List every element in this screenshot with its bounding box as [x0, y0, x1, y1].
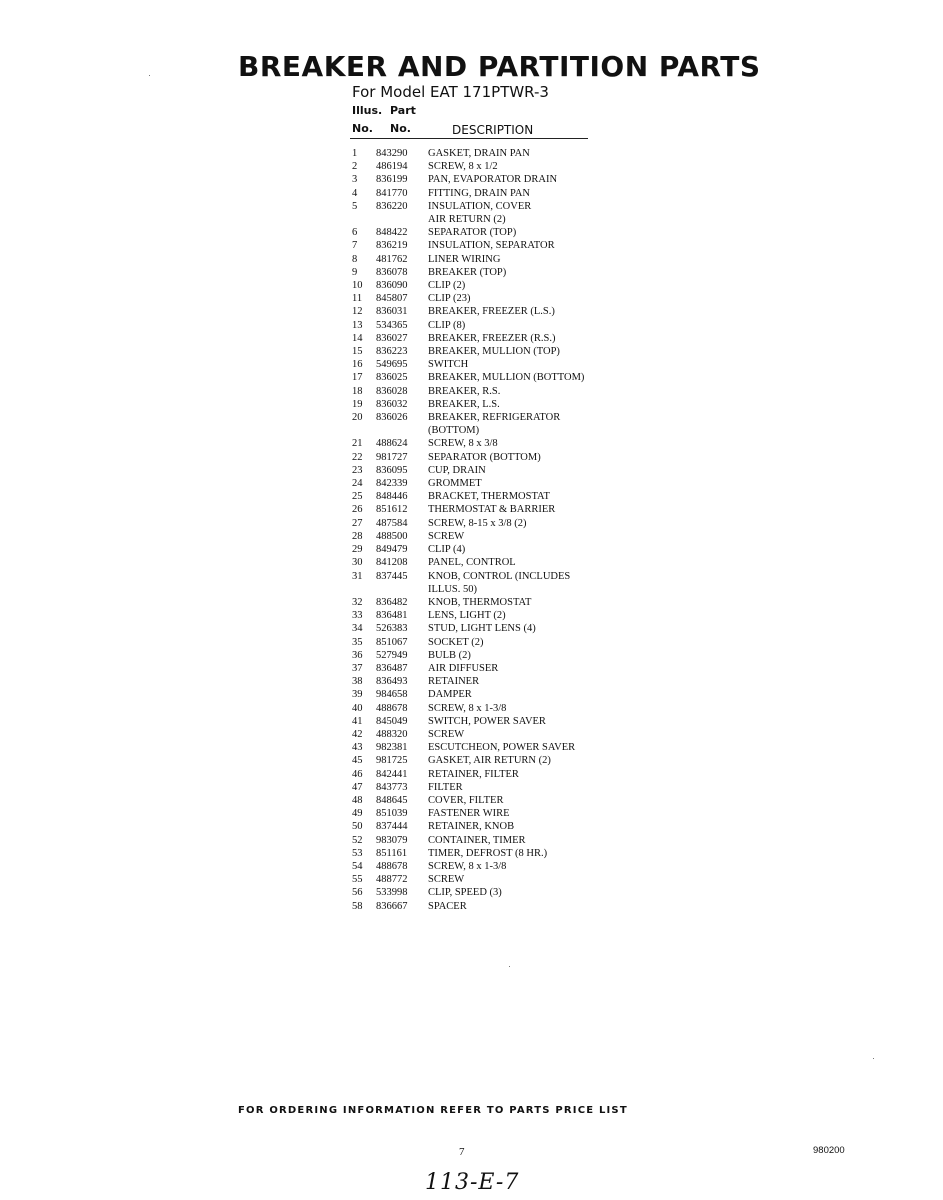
- illus-no-cell: 55: [352, 874, 363, 886]
- part-no-cell: 526383: [376, 623, 408, 635]
- document-code: 980200: [813, 1145, 845, 1156]
- part-no-cell: 851067: [376, 636, 408, 648]
- parts-list: [352, 147, 652, 913]
- illus-no-cell: 48: [352, 794, 363, 806]
- description-cell: BREAKER, R.S.: [428, 385, 501, 397]
- part-no-cell: 845049: [376, 715, 408, 727]
- illus-no-cell: 40: [352, 702, 363, 714]
- description-cell: BREAKER, FREEZER (L.S.): [428, 306, 555, 318]
- part-no-cell: 836078: [376, 266, 408, 278]
- parts-row: [352, 900, 652, 913]
- description-cell: CLIP (2): [428, 280, 466, 292]
- header-divider: [350, 138, 588, 139]
- part-no-cell: 841770: [376, 187, 408, 199]
- parts-row: [352, 583, 652, 596]
- parts-row: [352, 305, 652, 318]
- illus-no-cell: 58: [352, 900, 363, 912]
- description-cell: BREAKER, L.S.: [428, 398, 500, 410]
- illus-no-cell: 15: [352, 346, 363, 358]
- parts-row: [352, 794, 652, 807]
- part-no-cell: 836031: [376, 306, 408, 318]
- illus-no-cell: 12: [352, 306, 363, 318]
- parts-row: [352, 160, 652, 173]
- illus-no-cell: 32: [352, 596, 363, 608]
- description-cell: SEPARATOR (TOP): [428, 227, 517, 239]
- parts-row: [352, 820, 652, 833]
- description-cell: KNOB, CONTROL (INCLUDES: [428, 570, 571, 582]
- parts-row: [352, 715, 652, 728]
- part-no-cell: 549695: [376, 359, 408, 371]
- part-no-cell: 981725: [376, 755, 408, 767]
- parts-row: [352, 226, 652, 239]
- part-no-cell: 836493: [376, 676, 408, 688]
- illus-no-cell: 21: [352, 438, 363, 450]
- parts-row: [352, 279, 652, 292]
- parts-row: [352, 570, 652, 583]
- description-cell: PANEL, CONTROL: [428, 557, 516, 569]
- parts-row: [352, 860, 652, 873]
- header-part-label: Part: [390, 104, 416, 117]
- description-cell: DAMPER: [428, 689, 472, 701]
- parts-row: [352, 873, 652, 886]
- parts-row: [352, 503, 652, 516]
- illus-no-cell: 16: [352, 359, 363, 371]
- part-no-cell: 836032: [376, 398, 408, 410]
- part-no-cell: [376, 213, 428, 226]
- illus-no-cell: [352, 213, 376, 226]
- parts-row: [352, 702, 652, 715]
- illus-no-cell: 30: [352, 557, 363, 569]
- description-cell: CLIP, SPEED (3): [428, 887, 502, 899]
- description-cell: (BOTTOM): [428, 425, 480, 437]
- description-cell: COVER, FILTER: [428, 794, 504, 806]
- part-no-cell: 848446: [376, 491, 408, 503]
- illus-no-cell: 39: [352, 689, 363, 701]
- parts-row: [352, 781, 652, 794]
- parts-row: [352, 609, 652, 622]
- part-no-cell: 836219: [376, 240, 408, 252]
- illus-no-cell: 24: [352, 478, 363, 490]
- description-cell: RETAINER, KNOB: [428, 821, 515, 833]
- part-no-cell: 843290: [376, 148, 408, 159]
- part-no-cell: 527949: [376, 649, 408, 661]
- illus-no-cell: 3: [352, 174, 358, 186]
- parts-row: [352, 596, 652, 609]
- description-cell: FILTER: [428, 781, 463, 793]
- scan-speck: [149, 75, 150, 76]
- part-no-cell: 488500: [376, 530, 408, 542]
- part-no-cell: 984658: [376, 689, 408, 701]
- illus-no-cell: 54: [352, 860, 363, 872]
- description-cell: ILLUS. 50): [428, 583, 477, 595]
- illus-no-cell: 42: [352, 728, 363, 740]
- part-no-cell: [376, 583, 428, 596]
- part-no-cell: 488678: [376, 860, 408, 872]
- description-cell: GROMMET: [428, 478, 482, 490]
- part-no-cell: 836223: [376, 346, 408, 358]
- parts-row: [352, 688, 652, 701]
- parts-row: [352, 345, 652, 358]
- parts-row: [352, 741, 652, 754]
- part-no-cell: 837444: [376, 821, 408, 833]
- description-cell: AIR RETURN (2): [428, 214, 506, 226]
- description-cell: LINER WIRING: [428, 253, 501, 265]
- parts-row: [352, 173, 652, 186]
- part-no-cell: 842339: [376, 478, 408, 490]
- illus-no-cell: 46: [352, 768, 363, 780]
- part-no-cell: 845807: [376, 293, 408, 305]
- model-subtitle: For Model EAT 171PTWR-3: [352, 83, 549, 101]
- part-no-cell: 836667: [376, 900, 408, 912]
- header-part-no-label: No.: [390, 122, 411, 135]
- parts-row: [352, 675, 652, 688]
- part-no-cell: 534365: [376, 319, 408, 331]
- illus-no-cell: 38: [352, 676, 363, 688]
- illus-no-cell: 56: [352, 887, 363, 899]
- parts-row: [352, 213, 652, 226]
- parts-row: [352, 517, 652, 530]
- page-number: 7: [459, 1146, 465, 1158]
- part-no-cell: 841208: [376, 557, 408, 569]
- illus-no-cell: 26: [352, 504, 363, 516]
- illus-no-cell: 52: [352, 834, 363, 846]
- ordering-footer: FOR ORDERING INFORMATION REFER TO PARTS PRICE LIST: [238, 1105, 628, 1116]
- part-no-cell: 836027: [376, 332, 408, 344]
- parts-row: [352, 385, 652, 398]
- illus-no-cell: 6: [352, 227, 358, 239]
- part-no-cell: 842441: [376, 768, 408, 780]
- parts-row: [352, 556, 652, 569]
- parts-row: [352, 147, 652, 160]
- parts-row: [352, 886, 652, 899]
- page-title: BREAKER AND PARTITION PARTS: [238, 50, 761, 83]
- parts-row: [352, 464, 652, 477]
- parts-row: [352, 636, 652, 649]
- part-no-cell: 836025: [376, 372, 408, 384]
- illus-no-cell: 53: [352, 847, 363, 859]
- part-no-cell: 533998: [376, 887, 408, 899]
- description-cell: SCREW, 8 x 1-3/8: [428, 702, 507, 714]
- parts-row: [352, 239, 652, 252]
- description-cell: BREAKER, REFRIGERATOR: [428, 412, 561, 424]
- part-no-cell: 488678: [376, 702, 408, 714]
- part-no-cell: 481762: [376, 253, 408, 265]
- parts-row: [352, 807, 652, 820]
- parts-row: [352, 292, 652, 305]
- description-cell: INSULATION, COVER: [428, 200, 532, 212]
- illus-no-cell: 18: [352, 385, 363, 397]
- description-cell: SCREW: [428, 530, 465, 542]
- description-cell: INSULATION, SEPARATOR: [428, 240, 555, 252]
- illus-no-cell: 13: [352, 319, 363, 331]
- part-no-cell: 982381: [376, 742, 408, 754]
- parts-row: [352, 728, 652, 741]
- description-cell: BREAKER, MULLION (BOTTOM): [428, 372, 585, 384]
- description-cell: SCREW, 8 x 3/8: [428, 438, 498, 450]
- illus-no-cell: 33: [352, 610, 363, 622]
- description-cell: SWITCH: [428, 359, 469, 371]
- header-illus-no-label: No.: [352, 122, 373, 135]
- illus-no-cell: 17: [352, 372, 363, 384]
- illus-no-cell: 14: [352, 332, 363, 344]
- scan-speck: [509, 966, 510, 967]
- description-cell: AIR DIFFUSER: [428, 662, 499, 674]
- part-no-cell: 836090: [376, 280, 408, 292]
- description-cell: BULB (2): [428, 649, 471, 661]
- description-cell: LENS, LIGHT (2): [428, 610, 506, 622]
- parts-row: [352, 424, 652, 437]
- illus-no-cell: 10: [352, 280, 363, 292]
- description-cell: BREAKER, MULLION (TOP): [428, 346, 560, 358]
- part-no-cell: 836482: [376, 596, 408, 608]
- part-no-cell: 836026: [376, 412, 408, 424]
- description-cell: FASTENER WIRE: [428, 808, 510, 820]
- illus-no-cell: 25: [352, 491, 363, 503]
- parts-row: [352, 662, 652, 675]
- description-cell: SCREW: [428, 874, 465, 886]
- description-cell: GASKET, AIR RETURN (2): [428, 755, 551, 767]
- parts-row: [352, 200, 652, 213]
- handwritten-note: 113-E-7: [425, 1170, 520, 1195]
- description-cell: CUP, DRAIN: [428, 464, 486, 476]
- illus-no-cell: [352, 424, 376, 437]
- illus-no-cell: [352, 583, 376, 596]
- parts-row: [352, 319, 652, 332]
- illus-no-cell: 36: [352, 649, 363, 661]
- description-cell: RETAINER: [428, 676, 480, 688]
- description-cell: ESCUTCHEON, POWER SAVER: [428, 742, 576, 754]
- parts-row: [352, 371, 652, 384]
- part-no-cell: 981727: [376, 451, 408, 463]
- illus-no-cell: 27: [352, 517, 363, 529]
- illus-no-cell: 9: [352, 266, 358, 278]
- parts-row: [352, 490, 652, 503]
- part-no-cell: 851039: [376, 808, 408, 820]
- illus-no-cell: 2: [352, 161, 358, 173]
- description-cell: SCREW, 8-15 x 3/8 (2): [428, 517, 527, 529]
- illus-no-cell: 8: [352, 253, 358, 265]
- parts-row: [352, 411, 652, 424]
- part-no-cell: 488624: [376, 438, 408, 450]
- parts-row: [352, 649, 652, 662]
- parts-row: [352, 768, 652, 781]
- part-no-cell: 843773: [376, 781, 408, 793]
- part-no-cell: 848645: [376, 794, 408, 806]
- parts-row: [352, 530, 652, 543]
- description-cell: TIMER, DEFROST (8 HR.): [428, 847, 548, 859]
- description-cell: SCREW: [428, 728, 465, 740]
- description-cell: RETAINER, FILTER: [428, 768, 519, 780]
- illus-no-cell: 5: [352, 200, 358, 212]
- parts-row: [352, 622, 652, 635]
- description-cell: SPACER: [428, 900, 467, 912]
- parts-row: [352, 358, 652, 371]
- illus-no-cell: 29: [352, 544, 363, 556]
- description-cell: GASKET, DRAIN PAN: [428, 148, 530, 159]
- parts-row: [352, 451, 652, 464]
- parts-row: [352, 543, 652, 556]
- part-no-cell: 851161: [376, 847, 408, 859]
- illus-no-cell: 19: [352, 398, 363, 410]
- part-no-cell: 488320: [376, 728, 408, 740]
- illus-no-cell: 4: [352, 187, 358, 199]
- part-no-cell: 849479: [376, 544, 408, 556]
- part-no-cell: 848422: [376, 227, 408, 239]
- description-cell: SCREW, 8 x 1/2: [428, 161, 498, 173]
- illus-no-cell: 47: [352, 781, 363, 793]
- description-cell: SOCKET (2): [428, 636, 484, 648]
- illus-no-cell: 1: [352, 148, 358, 159]
- parts-row: [352, 847, 652, 860]
- parts-row: [352, 477, 652, 490]
- parts-row: [352, 253, 652, 266]
- parts-row: [352, 332, 652, 345]
- description-cell: CONTAINER, TIMER: [428, 834, 526, 846]
- illus-no-cell: 7: [352, 240, 358, 252]
- parts-row: [352, 437, 652, 450]
- description-cell: CLIP (8): [428, 319, 466, 331]
- illus-no-cell: 23: [352, 464, 363, 476]
- description-cell: FITTING, DRAIN PAN: [428, 187, 530, 199]
- part-no-cell: 487584: [376, 517, 408, 529]
- illus-no-cell: 20: [352, 412, 363, 424]
- parts-row: [352, 398, 652, 411]
- illus-no-cell: 11: [352, 293, 363, 305]
- description-cell: CLIP (23): [428, 293, 471, 305]
- part-no-cell: 836095: [376, 464, 408, 476]
- illus-no-cell: 50: [352, 821, 363, 833]
- illus-no-cell: 34: [352, 623, 363, 635]
- illus-no-cell: 41: [352, 715, 363, 727]
- illus-no-cell: 45: [352, 755, 363, 767]
- description-cell: SCREW, 8 x 1-3/8: [428, 860, 507, 872]
- description-cell: CLIP (4): [428, 544, 466, 556]
- illus-no-cell: 35: [352, 636, 363, 648]
- description-cell: SWITCH, POWER SAVER: [428, 715, 546, 727]
- parts-row: [352, 187, 652, 200]
- description-cell: THERMOSTAT & BARRIER: [428, 504, 556, 516]
- header-illus-label: Illus.: [352, 104, 383, 117]
- illus-no-cell: 43: [352, 742, 363, 754]
- illus-no-cell: 31: [352, 570, 363, 582]
- part-no-cell: 836199: [376, 174, 408, 186]
- illus-no-cell: 28: [352, 530, 363, 542]
- scan-speck: [873, 1058, 874, 1059]
- description-cell: KNOB, THERMOSTAT: [428, 596, 532, 608]
- description-cell: STUD, LIGHT LENS (4): [428, 623, 536, 635]
- illus-no-cell: 49: [352, 808, 363, 820]
- parts-row: [352, 266, 652, 279]
- description-cell: BRACKET, THERMOSTAT: [428, 491, 550, 503]
- description-cell: PAN, EVAPORATOR DRAIN: [428, 174, 558, 186]
- description-cell: BREAKER, FREEZER (R.S.): [428, 332, 556, 344]
- part-no-cell: 488772: [376, 874, 408, 886]
- description-cell: SEPARATOR (BOTTOM): [428, 451, 541, 463]
- description-cell: BREAKER (TOP): [428, 266, 507, 278]
- part-no-cell: 836487: [376, 662, 408, 674]
- parts-row: [352, 834, 652, 847]
- part-no-cell: 836028: [376, 385, 408, 397]
- parts-row: [352, 754, 652, 767]
- part-no-cell: [376, 424, 428, 437]
- header-description-label: DESCRIPTION: [452, 123, 534, 137]
- part-no-cell: 836220: [376, 200, 408, 212]
- illus-no-cell: 37: [352, 662, 363, 674]
- part-no-cell: 836481: [376, 610, 408, 622]
- part-no-cell: 983079: [376, 834, 408, 846]
- part-no-cell: 851612: [376, 504, 408, 516]
- part-no-cell: 837445: [376, 570, 408, 582]
- part-no-cell: 486194: [376, 161, 408, 173]
- illus-no-cell: 22: [352, 451, 363, 463]
